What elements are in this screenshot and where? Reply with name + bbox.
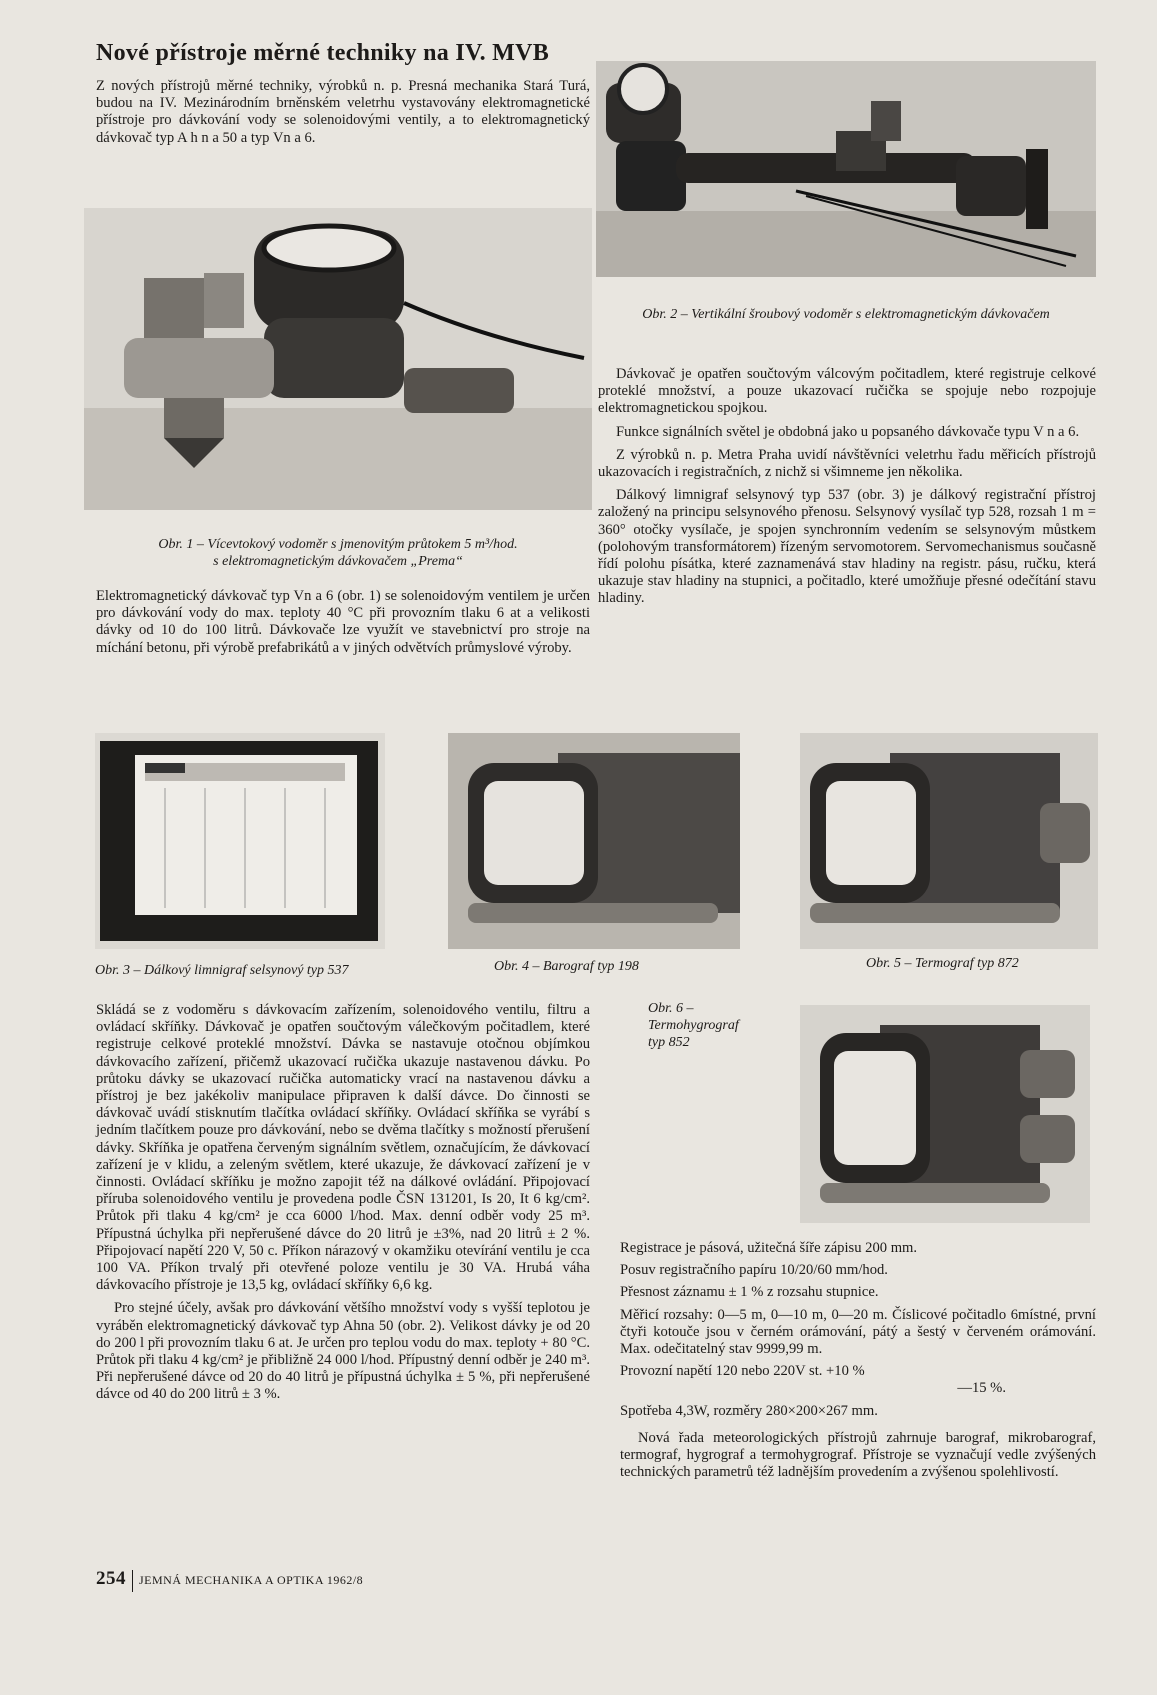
intro-text: Z nových přístrojů měrné techniky, výrobků n. p. Presná mechanika Stará Turá, budou na IV. Mezinárodním brněnském veletrhu vystavovány elektromagnetické přístroje pro dávkování vody se solenoidovými ventily, a to elektromagnetický dávkovač typ A h n a 50 a typ Vn a 6. [96,78,590,146]
final-paragraph: Nová řada meteorologických přístrojů zahrnuje barograf, mikrobarograf, termograf, hygrograf a termohygrograf. Přístroje se vyznačují vedle zvýšených technických parametrů též ladnějším provedením a zvýšenou spolehlivostí. [620,1429,1096,1481]
bottom-right-specs [620,1240,1096,1486]
figure-3-caption: Obr. 3 – Dálkový limnigraf selsynový typ 537 [95,963,349,978]
left-col-p1: Elektromagnetický dávkovač typ Vn a 6 (obr. 1) se solenoidovým ventilem je určen pro dávkování vody do max. teploty 40 °C při provozním tlaku 6 at a velikosti dávky od 10 do 100 litrů. Dávkovače lze využít ve stavebnictví pro stroje na míchání betonu, při výrobě prefabrikátů a v jiných odvětvích průmyslové výroby. [96,588,590,656]
right-col-p1: Dávkovač je opatřen součtovým válcovým počitadlem, které registruje celkové proteklé množství, a pouze ukazovací ručička se spojuje nebo rozpojuje elektromagnetickou spojkou. [598,366,1096,417]
right-col-p3: Z výrobků n. p. Metra Praha uvidí návštěvníci veletrhu řadu měřicích přístrojů ukazovacích i registračních, z nichž si všimneme jen několika. [598,446,1096,481]
left-column-paragraph [96,588,590,663]
figure-1-caption-line2: s elektromagnetickým dávkovačem „Prema“ [213,554,463,569]
page-number: 254 [96,1568,126,1589]
footer-divider [132,1570,133,1592]
figure-2-caption: Obr. 2 – Vertikální šroubový vodoměr s elektromagnetickým dávkovačem [642,307,1050,322]
right-col-p4: Dálkový limnigraf selsynový typ 537 (obr. 3) je dálkový registrační přístroj založený na principu selsynového přenosu. Selsynový vysílač typ 528, rozsah 1 m = 360° otočky vysílače, je spojen synchronním vedením se selsynovým můstkem (polohovým transformátorem) řízeným servomotorem. Servomechanismus současně řídí polohu písátka, které zaznamenává stav hladiny na registr. pásu, ručku, která ukazuje stav hladiny na stupnici, a počitadlo, které umožňuje přesné odečítání stavu hladiny. [598,487,1096,607]
figure-6-photo [800,1005,1090,1223]
spec-ranges: Měřicí rozsahy: 0—5 m, 0—10 m, 0—20 m. Číslicové počitadlo 6místné, první čtyři kotouče jsou v černém orámování, pátý a šestý v červeném orámování. Max. odečitatelný stav 9999,99 m. [620,1306,1096,1358]
spec-voltage-tolerance: —15 %. [957,1380,1006,1397]
spec-accuracy: Přesnost záznamu ± 1 % z rozsahu stupnice. [620,1284,879,1301]
spec-voltage: Provozní napětí 120 nebo 220V st. +10 % [620,1363,865,1380]
figure-1-photo [84,208,592,510]
journal-name: JEMNÁ MECHANIKA A OPTIKA 1962/8 [139,1573,364,1587]
spec-registration: Registrace je pásová, užitečná šíře zápisu 200 mm. [620,1240,918,1256]
figure-2-photo [596,61,1096,277]
figure-6-caption-l2: Termohygrograf [648,1018,739,1033]
figure-5-caption: Obr. 5 – Termograf typ 872 [866,956,1019,971]
intro-paragraph [96,78,590,153]
spec-feed: Posuv registračního papíru 10/20/60 mm/hod. [620,1262,888,1279]
figure-6-caption-l1: Obr. 6 – [648,1001,694,1016]
figure-3-photo [95,733,385,949]
figure-6-caption-l3: typ 852 [648,1035,690,1050]
bottom-left-p2: Pro stejné účely, avšak pro dávkování většího množství vody s vyšší teplotou je vyráběn elektromagnetický dávkovač typ Ahna 50 (obr. 2). Velikost dávky je od 20 do 200 l při provozním tlaku 6 at. Je určen pro teplou vodu do max. teploty + 80 °C. Průtok při tlaku 4 kg/cm² je přibližně 24 000 l/hod. Přípustný denní odběr je 240 m³. Při nepřerušené dávce od 20 do 40 litrů je přípustná úchylka ± 5 %, při nepřerušené dávce od 40 do 200 litrů ± 3 %. [96,1300,590,1403]
figure-4-photo [448,733,740,949]
page-footer [96,1568,363,1592]
spec-consumption: Spotřeba 4,3W, rozměry 280×200×267 mm. [620,1402,878,1419]
figure-1-caption-line1: Obr. 1 – Vícevtokový vodoměr s jmenovitým průtokem 5 m³/hod. [158,537,518,552]
right-col-p2: Funkce signálních světel je obdobná jako u popsaného dávkovače typu V n a 6. [616,423,1080,440]
bottom-left-column [96,1002,590,1410]
figure-6-caption [648,1000,778,1051]
figure-1-caption [86,536,590,570]
right-column [598,366,1096,614]
figure-4-caption: Obr. 4 – Barograf typ 198 [494,959,639,974]
bottom-left-p1: Skládá se z vodoměru s dávkovacím zařízením, solenoidového ventilu, filtru a ovládací skříňky. Dávkovač je opatřen součtovým válečkovým počitadlem, které registruje celkové proteklé množství. Dávka se nastavuje otočnou objímkou dávkovacího zařízení, přičemž ukazovací ručička ukazuje nastavenou dávku. Po průtoku dávky se ukazovací ručička automaticky vrací na nastavenou dávku a přístroj je bez jakékoliv manipulace připraven k další dávce. Do činnosti se dávkovač uvádí stisknutím tlačítka ovládací skříňky. Ovládací skříňka se vyrábí s jedním tlačítkem pouze pro dávkování, nebo se dvěma tlačítky s možností přerušení dávky. Skříňka je opatřena červeným signálním světlem, označujícím, že dávkovací zařízení je v klidu, a zeleným světlem, které ukazuje, že dávkovací zařízení je v činnosti. Ovládací skříňku je možno zapojit též na dálkové ovládání. Připojovací příruba solenoidového ventilu je provedena podle ČSN 131201, Is 20, It 6 kg/cm². Průtok při tlaku 4 kg/cm² je cca 6000 l/hod. Max. denní odběr vody 25 m³. Přípustná úchylka při nepřerušené dávce do 20 litrů je ±3%, nad 20 litrů ± 2 %. Připojovací napětí 220 V, 50 c. Příkon nárazový v okamžiku otevírání ventilu je cca 100 VA. Příkon trvalý při otevřené poloze ventilu je 30 VA. Hrubá váha dávkovacího přístroje je 13,5 kg, ovládací skříňky 6,6 kg. [96,1002,590,1294]
article-title: Nové přístroje měrné techniky na IV. MVB [96,40,550,66]
figure-5-photo [800,733,1098,949]
